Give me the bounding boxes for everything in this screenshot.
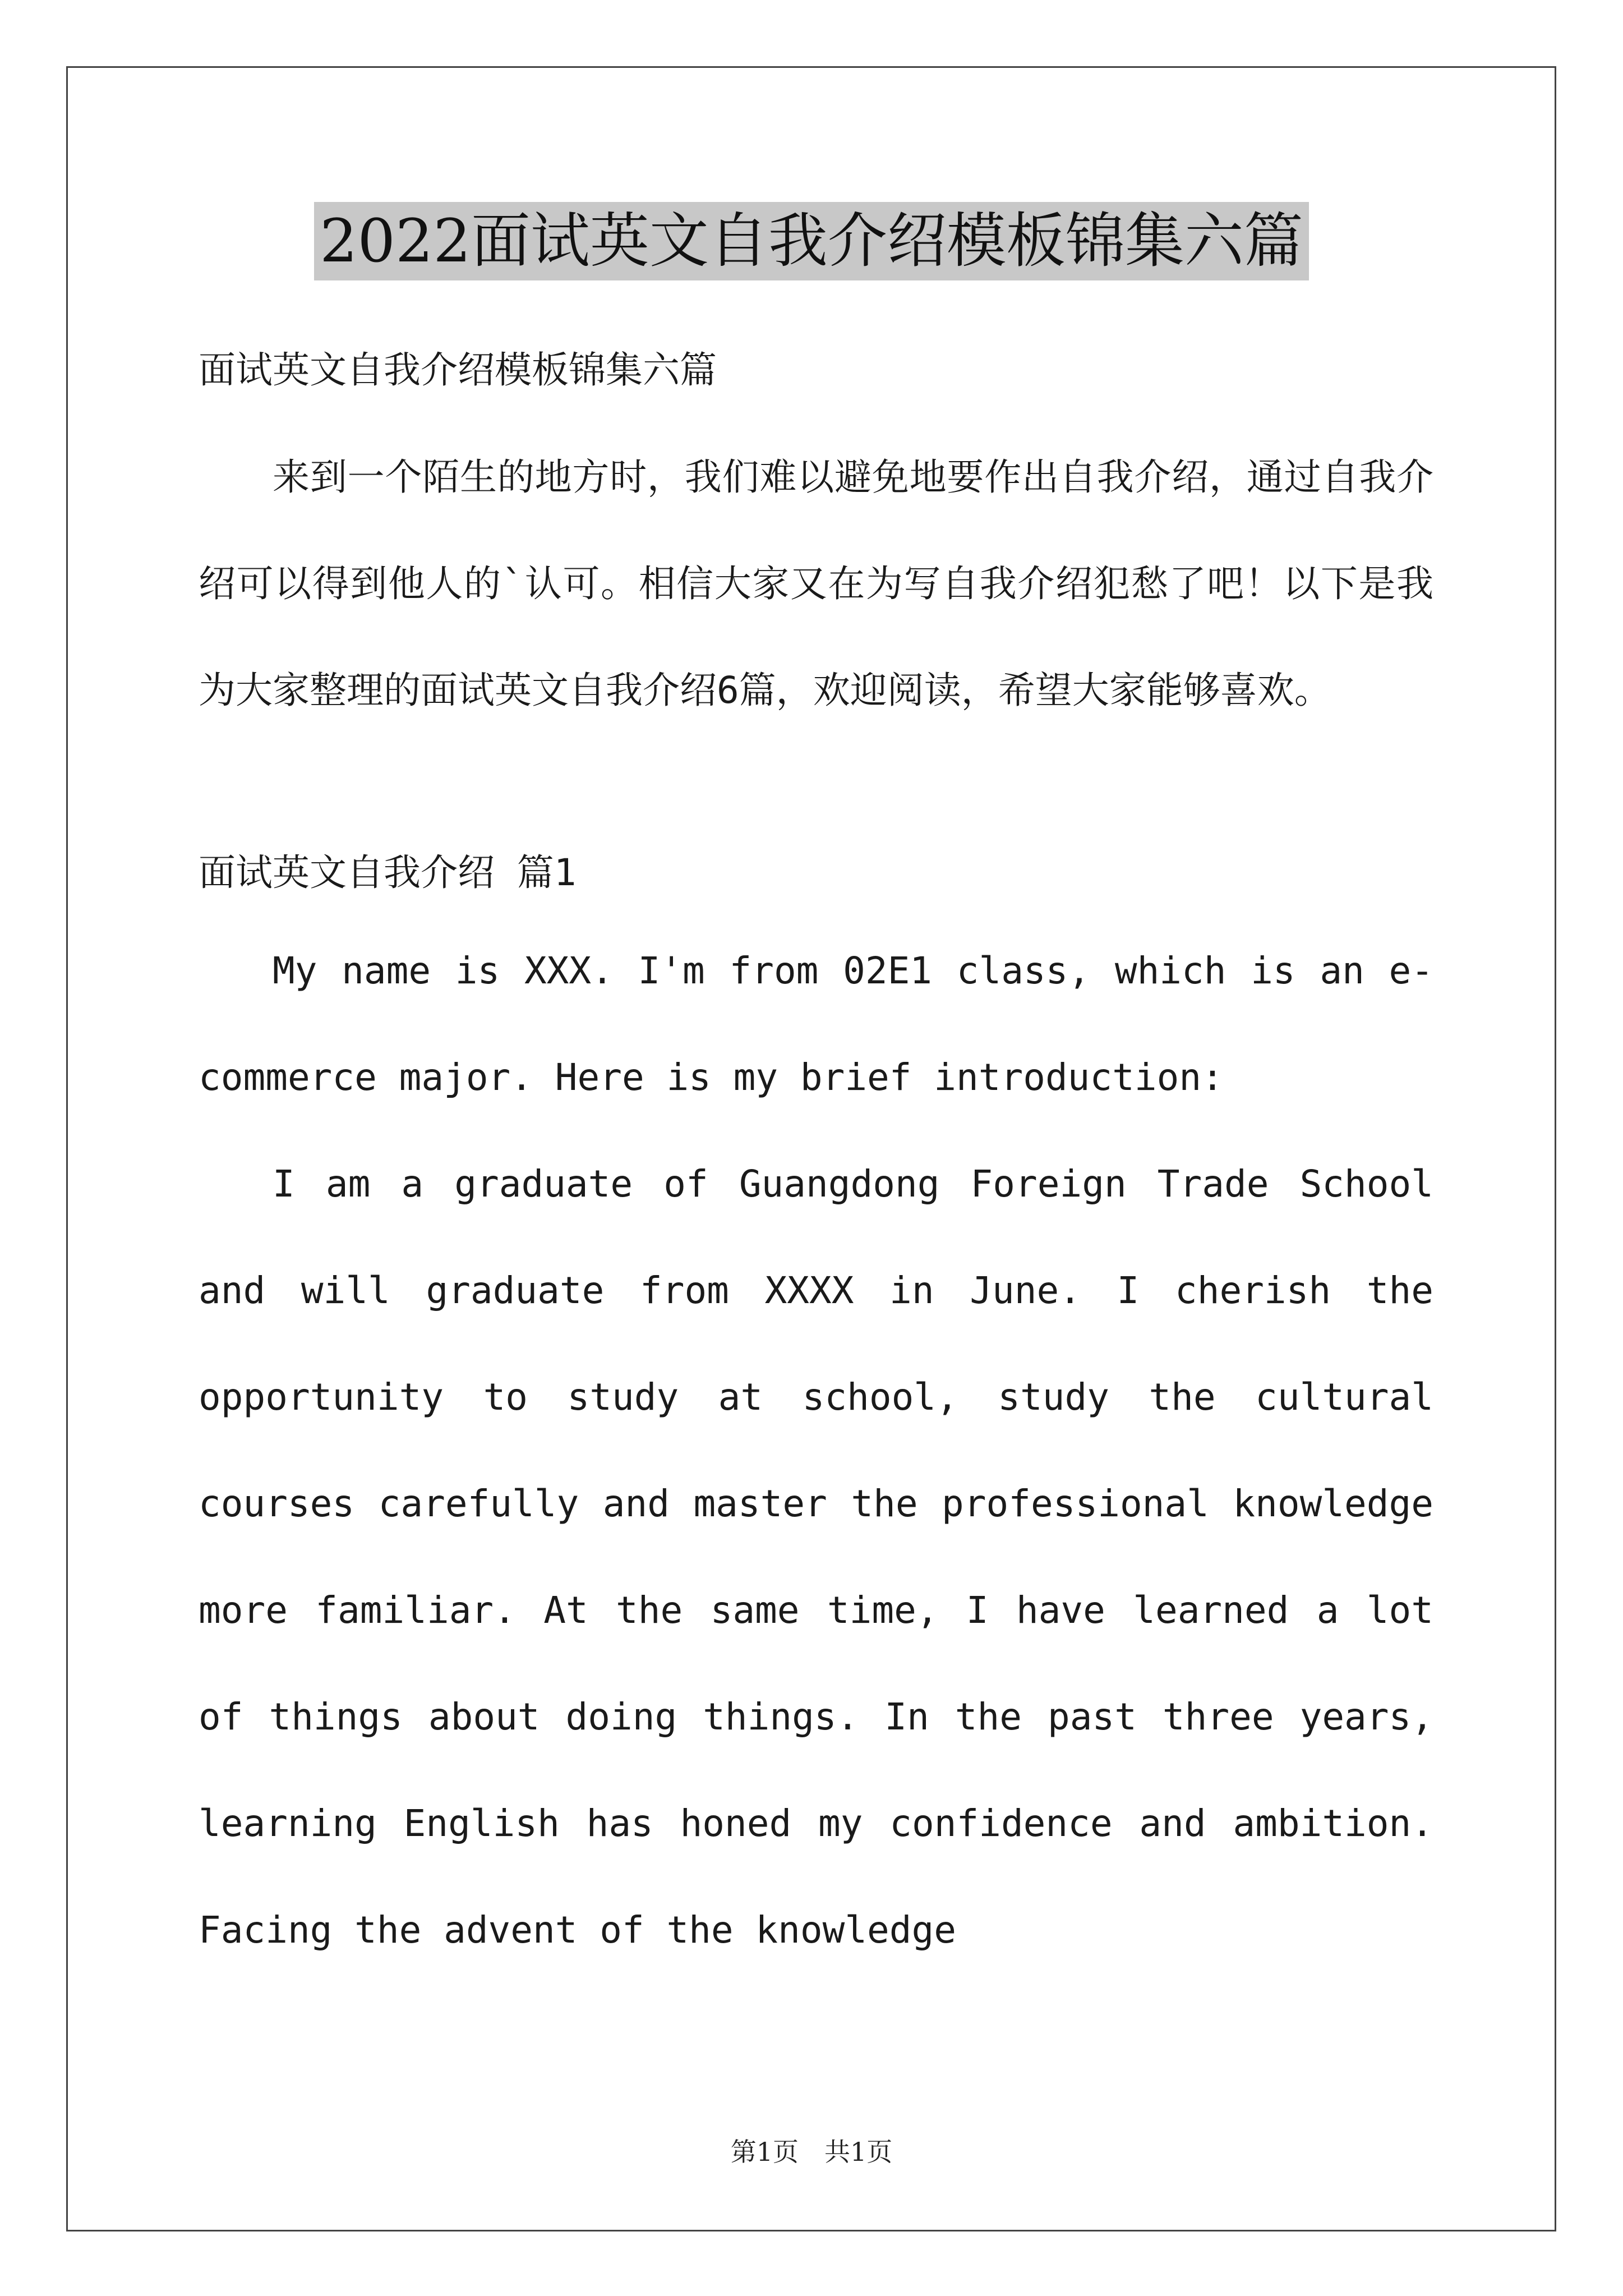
section-heading: 面试英文自我介绍 篇1 [199, 851, 577, 894]
intro-paragraph: 来到一个陌生的地方时，我们难以避免地要作出自我介绍，通过自我介绍可以得到他人的`认可。相信大家又在为写自我介绍犯愁了吧！以下是我为大家整理的面试英文自我介绍6篇，欢迎阅读，希望大家能够喜欢。 [199, 455, 1433, 712]
document-body [199, 337, 1433, 1984]
document-subtitle: 面试英文自我介绍模板锦集六篇 [199, 348, 717, 392]
body-paragraph-1: My name is XXX. I'm from 02E1 class, which is an e-commerce major. Here is my brief introduction: [199, 949, 1433, 1099]
title-container [0, 202, 1623, 280]
page-footer: 第1页 共1页 [730, 2137, 893, 2167]
document-title: 2022面试英文自我介绍模板锦集六篇 [314, 202, 1309, 280]
body-paragraph-2: I am a graduate of Guangdong Foreign Trade School and will graduate from XXXX in June. I cherish the opportunity to study at school, study the cultural courses carefully and master the professional knowledge more familiar. At the same time, I have learned a lot of things about doing things. In the past three years, learning English has honed my confidence and ambition. Facing the advent of the knowledge [199, 1162, 1433, 1952]
